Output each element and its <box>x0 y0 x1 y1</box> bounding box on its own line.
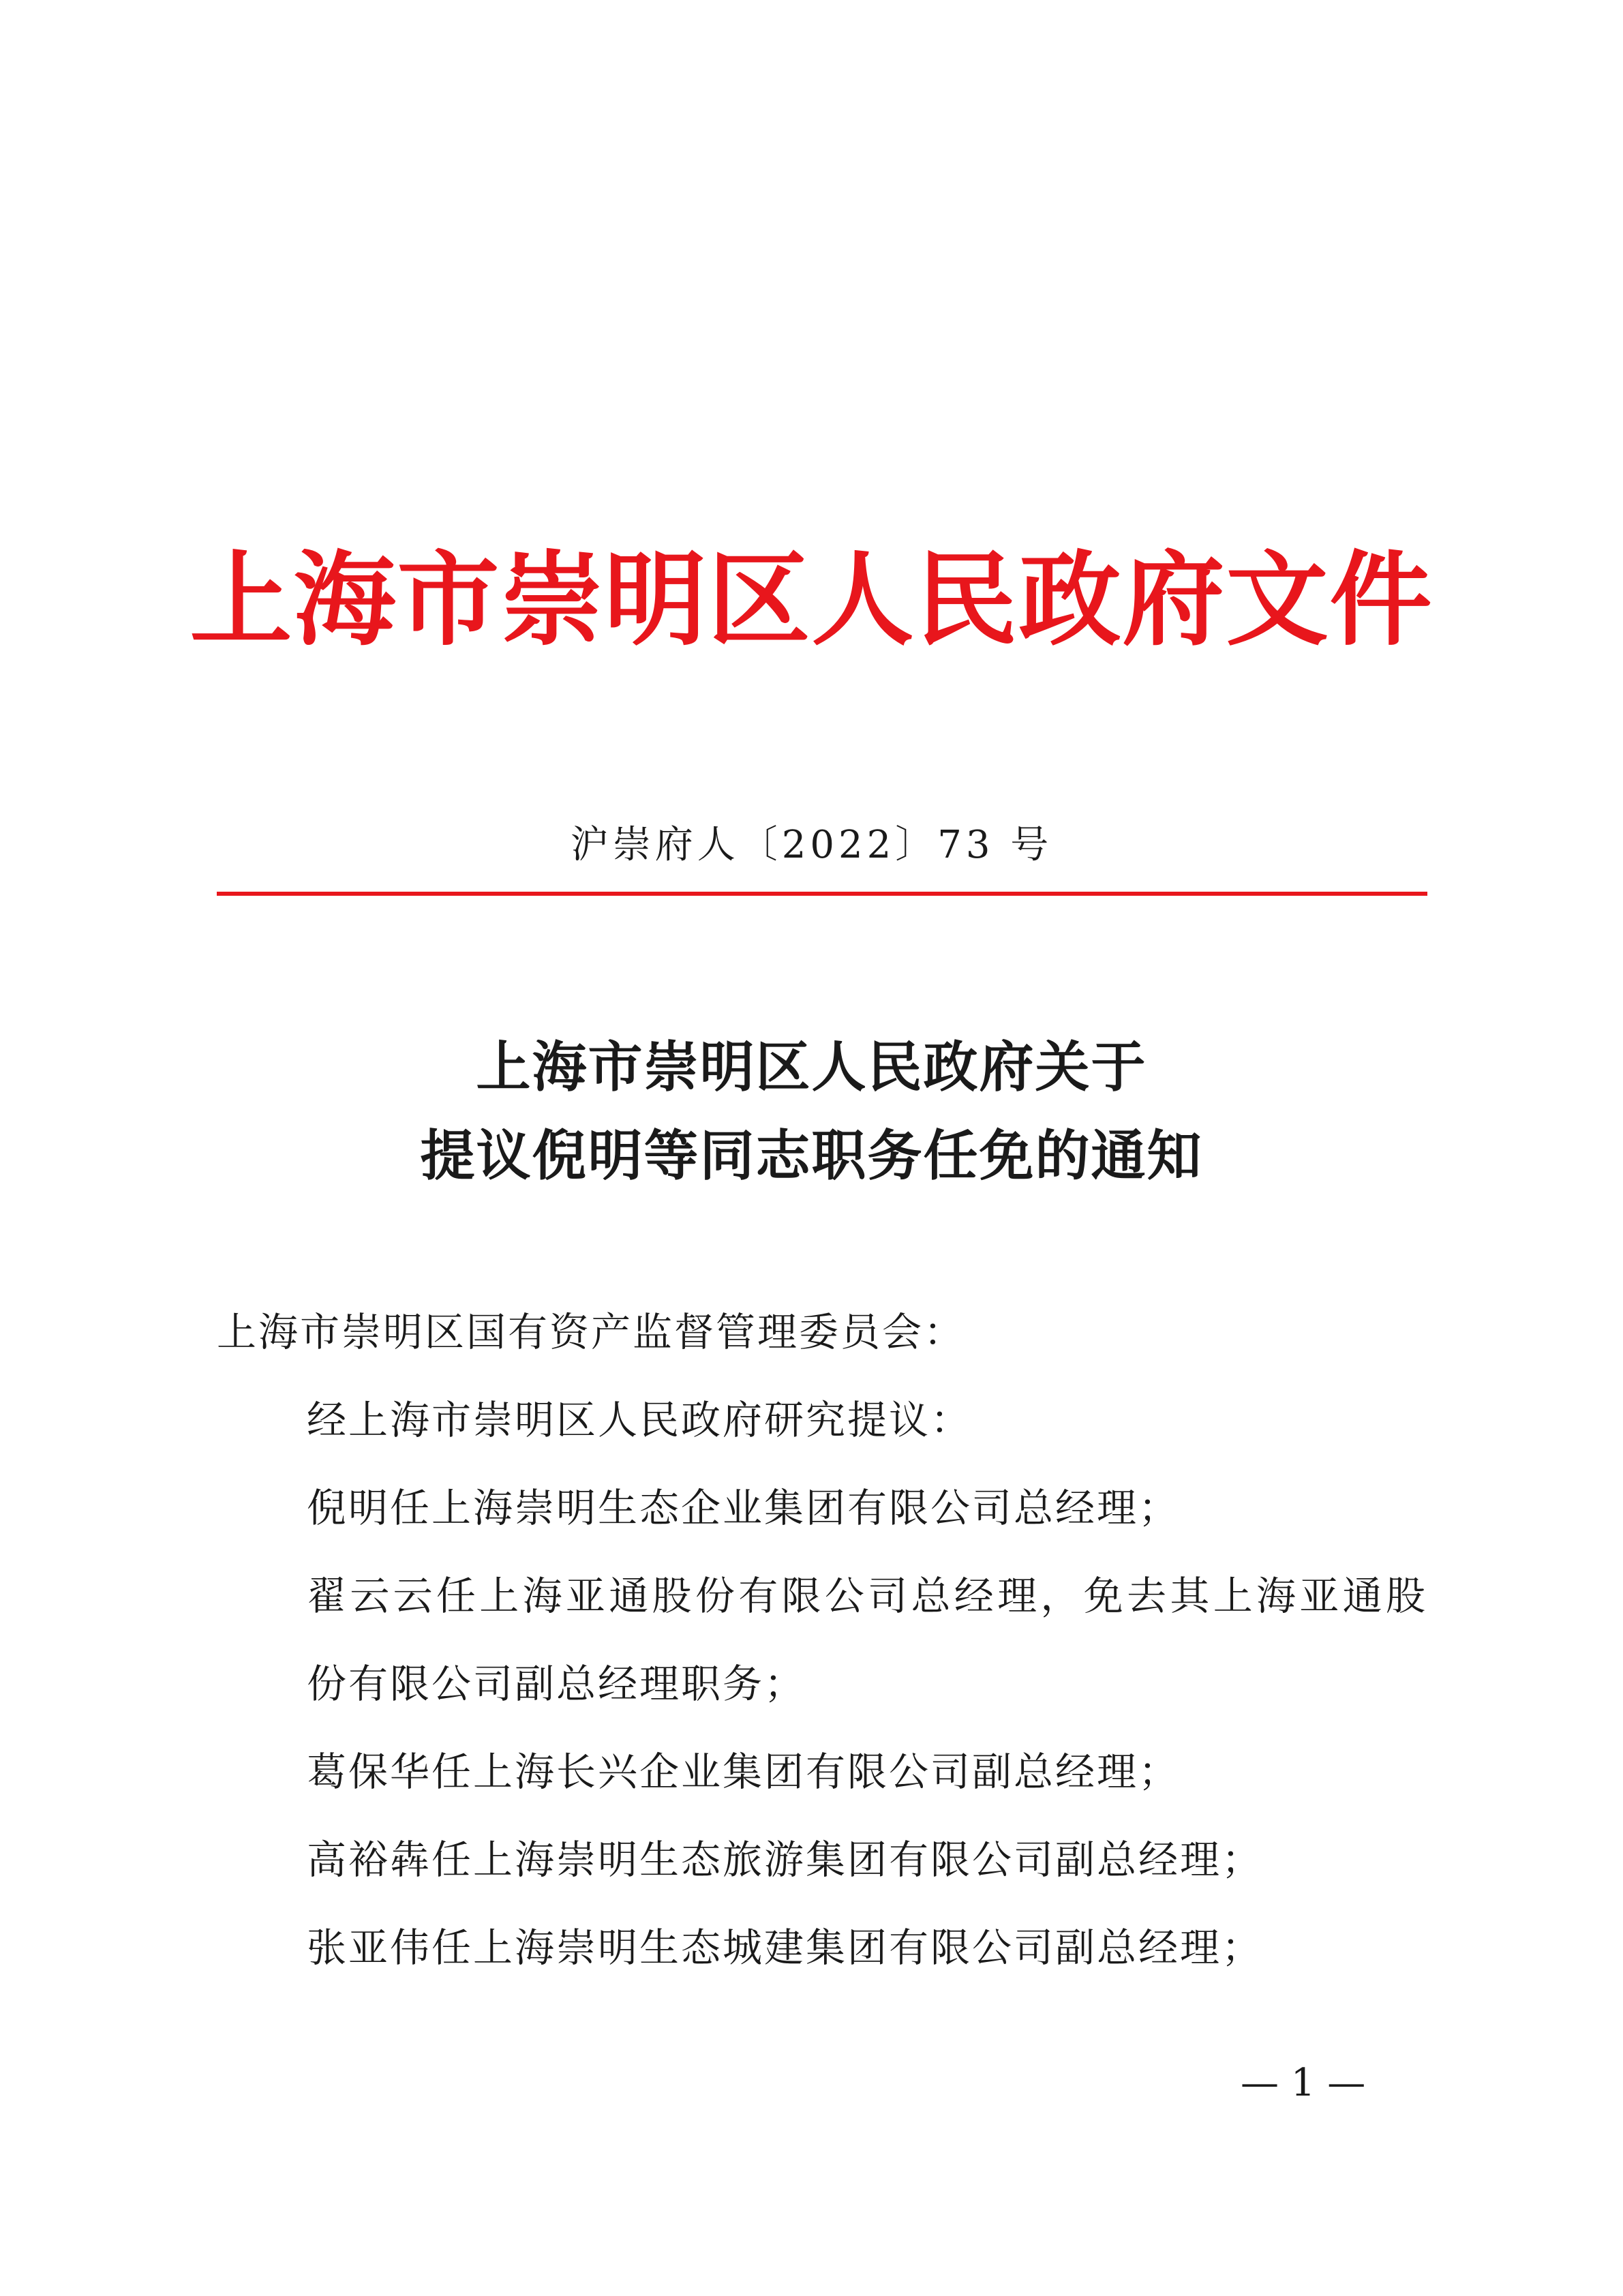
appointment-item: 倪明任上海崇明生态企业集团有限公司总经理； <box>307 1485 1181 1531</box>
document-body <box>217 1288 1427 1992</box>
masthead-title: 上海市崇明区人民政府文件 <box>189 540 1434 660</box>
page-number: — 1 — <box>1241 2061 1366 2105</box>
appointment-item: 张亚伟任上海崇明生态城建集团有限公司副总经理； <box>307 1924 1264 1971</box>
title-line-2: 提议倪明等同志职务任免的通知 <box>420 1123 1203 1188</box>
title-line-1: 上海市崇明区人民政府关于 <box>476 1035 1147 1099</box>
appointment-item: 翟云云任上海亚通股份有限公司总经理，免去其上海亚通股份有限公司副总经理职务； <box>307 1573 1427 1707</box>
appointment-item: 葛保华任上海长兴企业集团有限公司副总经理； <box>307 1749 1181 1795</box>
document-number: 沪崇府人〔2022〕73 号 <box>570 823 1053 867</box>
salutation: 上海市崇明区国有资产监督管理委员会： <box>217 1309 966 1355</box>
red-divider-line <box>217 892 1427 896</box>
intro-paragraph: 经上海市崇明区人民政府研究提议： <box>307 1397 973 1443</box>
document-title <box>0 1023 1623 1200</box>
appointment-item: 高裕犇任上海崇明生态旅游集团有限公司副总经理； <box>307 1837 1264 1883</box>
